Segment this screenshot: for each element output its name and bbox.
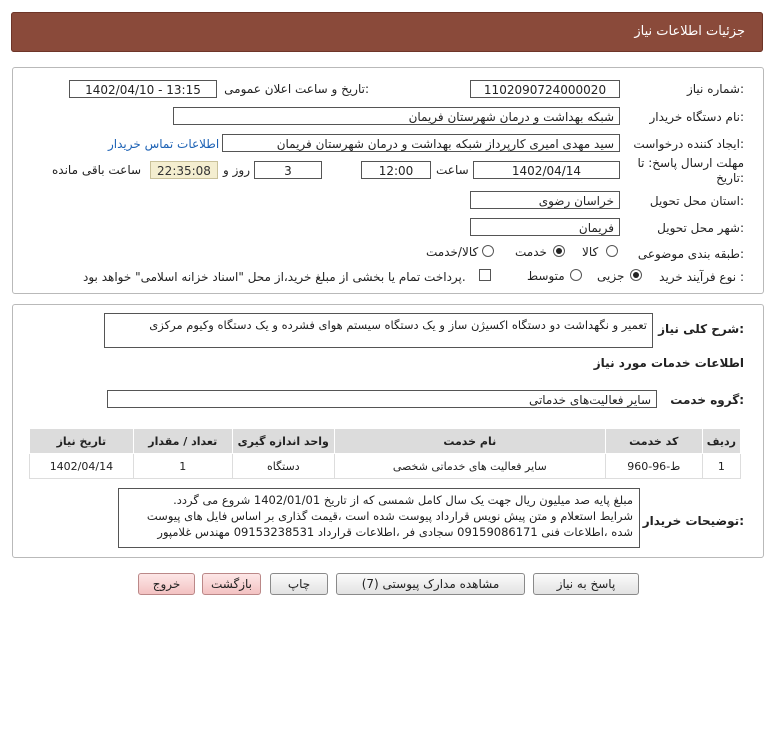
buyer-org-field: شبکه بهداشت و درمان شهرستان فریمان (173, 107, 620, 125)
announce-datetime-label: تاریخ و ساعت اعلان عمومی: (224, 82, 369, 96)
creator-label: ایجاد کننده درخواست: (633, 137, 744, 151)
deadline-days-label: روز و (223, 163, 250, 177)
announce-datetime-field: 1402/04/10 - 13:15 (69, 80, 217, 98)
deadline-time-field: 12:00 (361, 161, 431, 179)
category-label: طبقه بندی موضوعی: (637, 247, 744, 261)
quantity-cell: 1 (133, 454, 232, 479)
province-field: خراسان رضوی (470, 191, 620, 209)
service-name-cell: سایر فعالیت های خدماتی شخصی (334, 454, 605, 479)
reply-button[interactable]: پاسخ به نیاز (533, 573, 639, 595)
remaining-label: ساعت باقی مانده (52, 163, 142, 177)
buyer-notes-line1: مبلغ پایه صد میلیون ریال جهت یک سال کامل شمسی که از تاریخ 1402/01/01 شروع می گردد. (173, 493, 633, 507)
category-goods-radio[interactable] (606, 245, 618, 257)
buyer-notes-line3: شده ،اطلاعات فنی 09159086171 سجادی فر ،اطلاعات قرارداد 09153238531 مهندس غلامپور (157, 525, 633, 539)
province-label: استان محل تحویل: (649, 194, 744, 208)
category-goods-service-label: کالا/خدمت (426, 245, 479, 259)
col-unit-header: واحد اندازه گیری (232, 429, 334, 454)
category-service-label: خدمت (515, 245, 547, 259)
treasury-note: پرداخت تمام یا بخشی از مبلغ خرید،از محل "اسناد خزانه اسلامی" خواهد بود. (83, 270, 466, 284)
summary-field: تعمیر و نگهداشت دو دستگاه اکسیژن ساز و یک دستگاه سیستم هوای فشرده و یک دستگاه وکیوم مرکزی (104, 313, 653, 348)
deadline-days-field: 3 (254, 161, 322, 179)
city-field: فریمان (470, 218, 620, 236)
row-index-cell: 1 (702, 454, 740, 479)
deadline-time-label: ساعت (436, 163, 469, 177)
buyer-org-label: نام دستگاه خریدار: (649, 110, 744, 124)
col-name-header: نام خدمت (334, 429, 605, 454)
category-goods-label: کالا (582, 245, 599, 259)
deadline-label-line2: تاریخ: (716, 171, 744, 185)
view-attachments-button[interactable]: مشاهده مدارک پیوستی (7) (336, 573, 525, 595)
col-row-header: ردیف (702, 429, 740, 454)
col-qty-header: تعداد / مقدار (133, 429, 232, 454)
page-header (11, 12, 763, 52)
need-number-label: شماره نیاز: (686, 82, 744, 96)
service-group-label: گروه خدمت: (670, 393, 744, 407)
unit-cell: دستگاه (232, 454, 334, 479)
process-minor-label: جزیی (597, 269, 625, 283)
page-title: جزئیات اطلاعات نیاز (634, 24, 745, 39)
buyer-contact-link[interactable]: اطلاعات تماس خریدار (108, 137, 220, 151)
city-label: شهر محل تحویل: (657, 221, 744, 235)
buyer-notes-line2: شرایط استعلام و متن پیش نویس قرارداد پیوست شده است ،قیمت گذاری بر اساس فایل های پیوست (146, 509, 633, 523)
category-service-radio[interactable] (553, 245, 565, 257)
services-table (29, 428, 741, 479)
need-date-cell: 1402/04/14 (30, 454, 134, 479)
buyer-notes-box (118, 488, 640, 548)
remaining-timer: 22:35:08 (150, 161, 218, 179)
treasury-checkbox[interactable] (479, 269, 491, 281)
col-code-header: کد خدمت (605, 429, 702, 454)
services-section-title: اطلاعات خدمات مورد نیاز (593, 356, 744, 370)
deadline-label-line1: مهلت ارسال پاسخ: تا (637, 156, 744, 170)
creator-field: سید مهدی امیری کارپرداز شبکه بهداشت و درمان شهرستان فریمان (222, 134, 620, 152)
process-medium-label: متوسط (527, 269, 565, 283)
buyer-notes-label: توضیحات خریدار: (642, 514, 744, 528)
deadline-date-field: 1402/04/14 (473, 161, 620, 179)
table-row (30, 454, 741, 479)
summary-label: شرح کلی نیاز: (658, 322, 744, 336)
print-button[interactable]: چاپ (270, 573, 328, 595)
need-number-field: 1102090724000020 (470, 80, 620, 98)
process-medium-radio[interactable] (570, 269, 582, 281)
category-goods-service-radio[interactable] (482, 245, 494, 257)
process-label: نوع فرآیند خرید : (659, 270, 744, 284)
col-date-header: تاریخ نیاز (30, 429, 134, 454)
service-group-field: سایر فعالیت‌های خدماتی (107, 390, 657, 408)
service-code-cell: ط-96-960 (605, 454, 702, 479)
process-minor-radio[interactable] (630, 269, 642, 281)
exit-button[interactable]: خروج (138, 573, 195, 595)
back-button[interactable]: بازگشت (202, 573, 261, 595)
